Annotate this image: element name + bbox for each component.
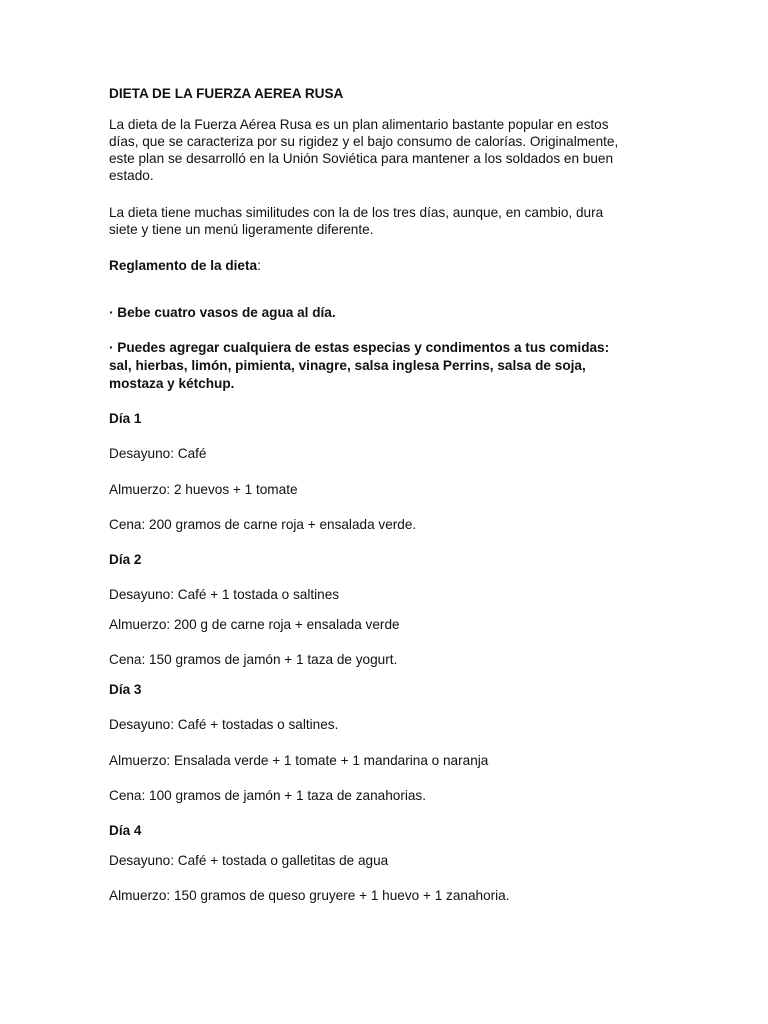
similarities-line-2: siete y tiene un menú ligeramente diferente. [109, 222, 374, 237]
day-3-breakfast: Desayuno: Café + tostadas o saltines. [109, 717, 339, 732]
day-4-breakfast: Desayuno: Café + tostada o galletitas de agua [109, 853, 389, 868]
rules-heading: Reglamento de la dieta [109, 258, 258, 273]
day-3-dinner: Cena: 100 gramos de jamón + 1 taza de zanahorias. [109, 788, 427, 803]
day-2-dinner: Cena: 150 gramos de jamón + 1 taza de yogurt. [109, 652, 398, 667]
similarities-line-1: La dieta tiene muchas similitudes con la de los tres días, aunque, en cambio, dura [109, 205, 604, 220]
day-1-lunch: Almuerzo: 2 huevos + 1 tomate [109, 482, 298, 497]
intro-line-2: días, que se caracteriza por su rigidez y el bajo consumo de calorías. Originalmente, [109, 134, 619, 149]
rule-condiments-line-1: · Puedes agregar cualquiera de estas especias y condimentos a tus comidas: [109, 340, 610, 355]
day-4-lunch: Almuerzo: 150 gramos de queso gruyere + 1 huevo + 1 zanahoria. [109, 888, 510, 903]
rule-condiments-line-3: mostaza y kétchup. [109, 376, 235, 391]
day-2-lunch: Almuerzo: 200 g de carne roja + ensalada verde [109, 617, 400, 632]
rules-heading-row [109, 257, 261, 274]
rules-heading-colon: : [257, 258, 261, 273]
day-2-heading: Día 2 [109, 552, 142, 567]
day-1-breakfast: Desayuno: Café [109, 446, 207, 461]
intro-line-3: este plan se desarrolló en la Unión Soviética para mantener a los soldados en buen [109, 151, 614, 166]
day-4-heading: Día 4 [109, 823, 142, 838]
day-3-lunch: Almuerzo: Ensalada verde + 1 tomate + 1 mandarina o naranja [109, 753, 489, 768]
day-1-heading: Día 1 [109, 411, 142, 426]
intro-line-1: La dieta de la Fuerza Aérea Rusa es un plan alimentario bastante popular en estos [109, 117, 609, 132]
rule-condiments-line-2: sal, hierbas, limón, pimienta, vinagre, salsa inglesa Perrins, salsa de soja, [109, 358, 586, 373]
intro-line-4: estado. [109, 168, 154, 183]
day-3-heading: Día 3 [109, 682, 142, 697]
document-title: DIETA DE LA FUERZA AEREA RUSA [109, 86, 344, 101]
day-2-breakfast: Desayuno: Café + 1 tostada o saltines [109, 587, 340, 602]
rule-water: · Bebe cuatro vasos de agua al día. [109, 305, 336, 320]
day-1-dinner: Cena: 200 gramos de carne roja + ensalada verde. [109, 517, 417, 532]
